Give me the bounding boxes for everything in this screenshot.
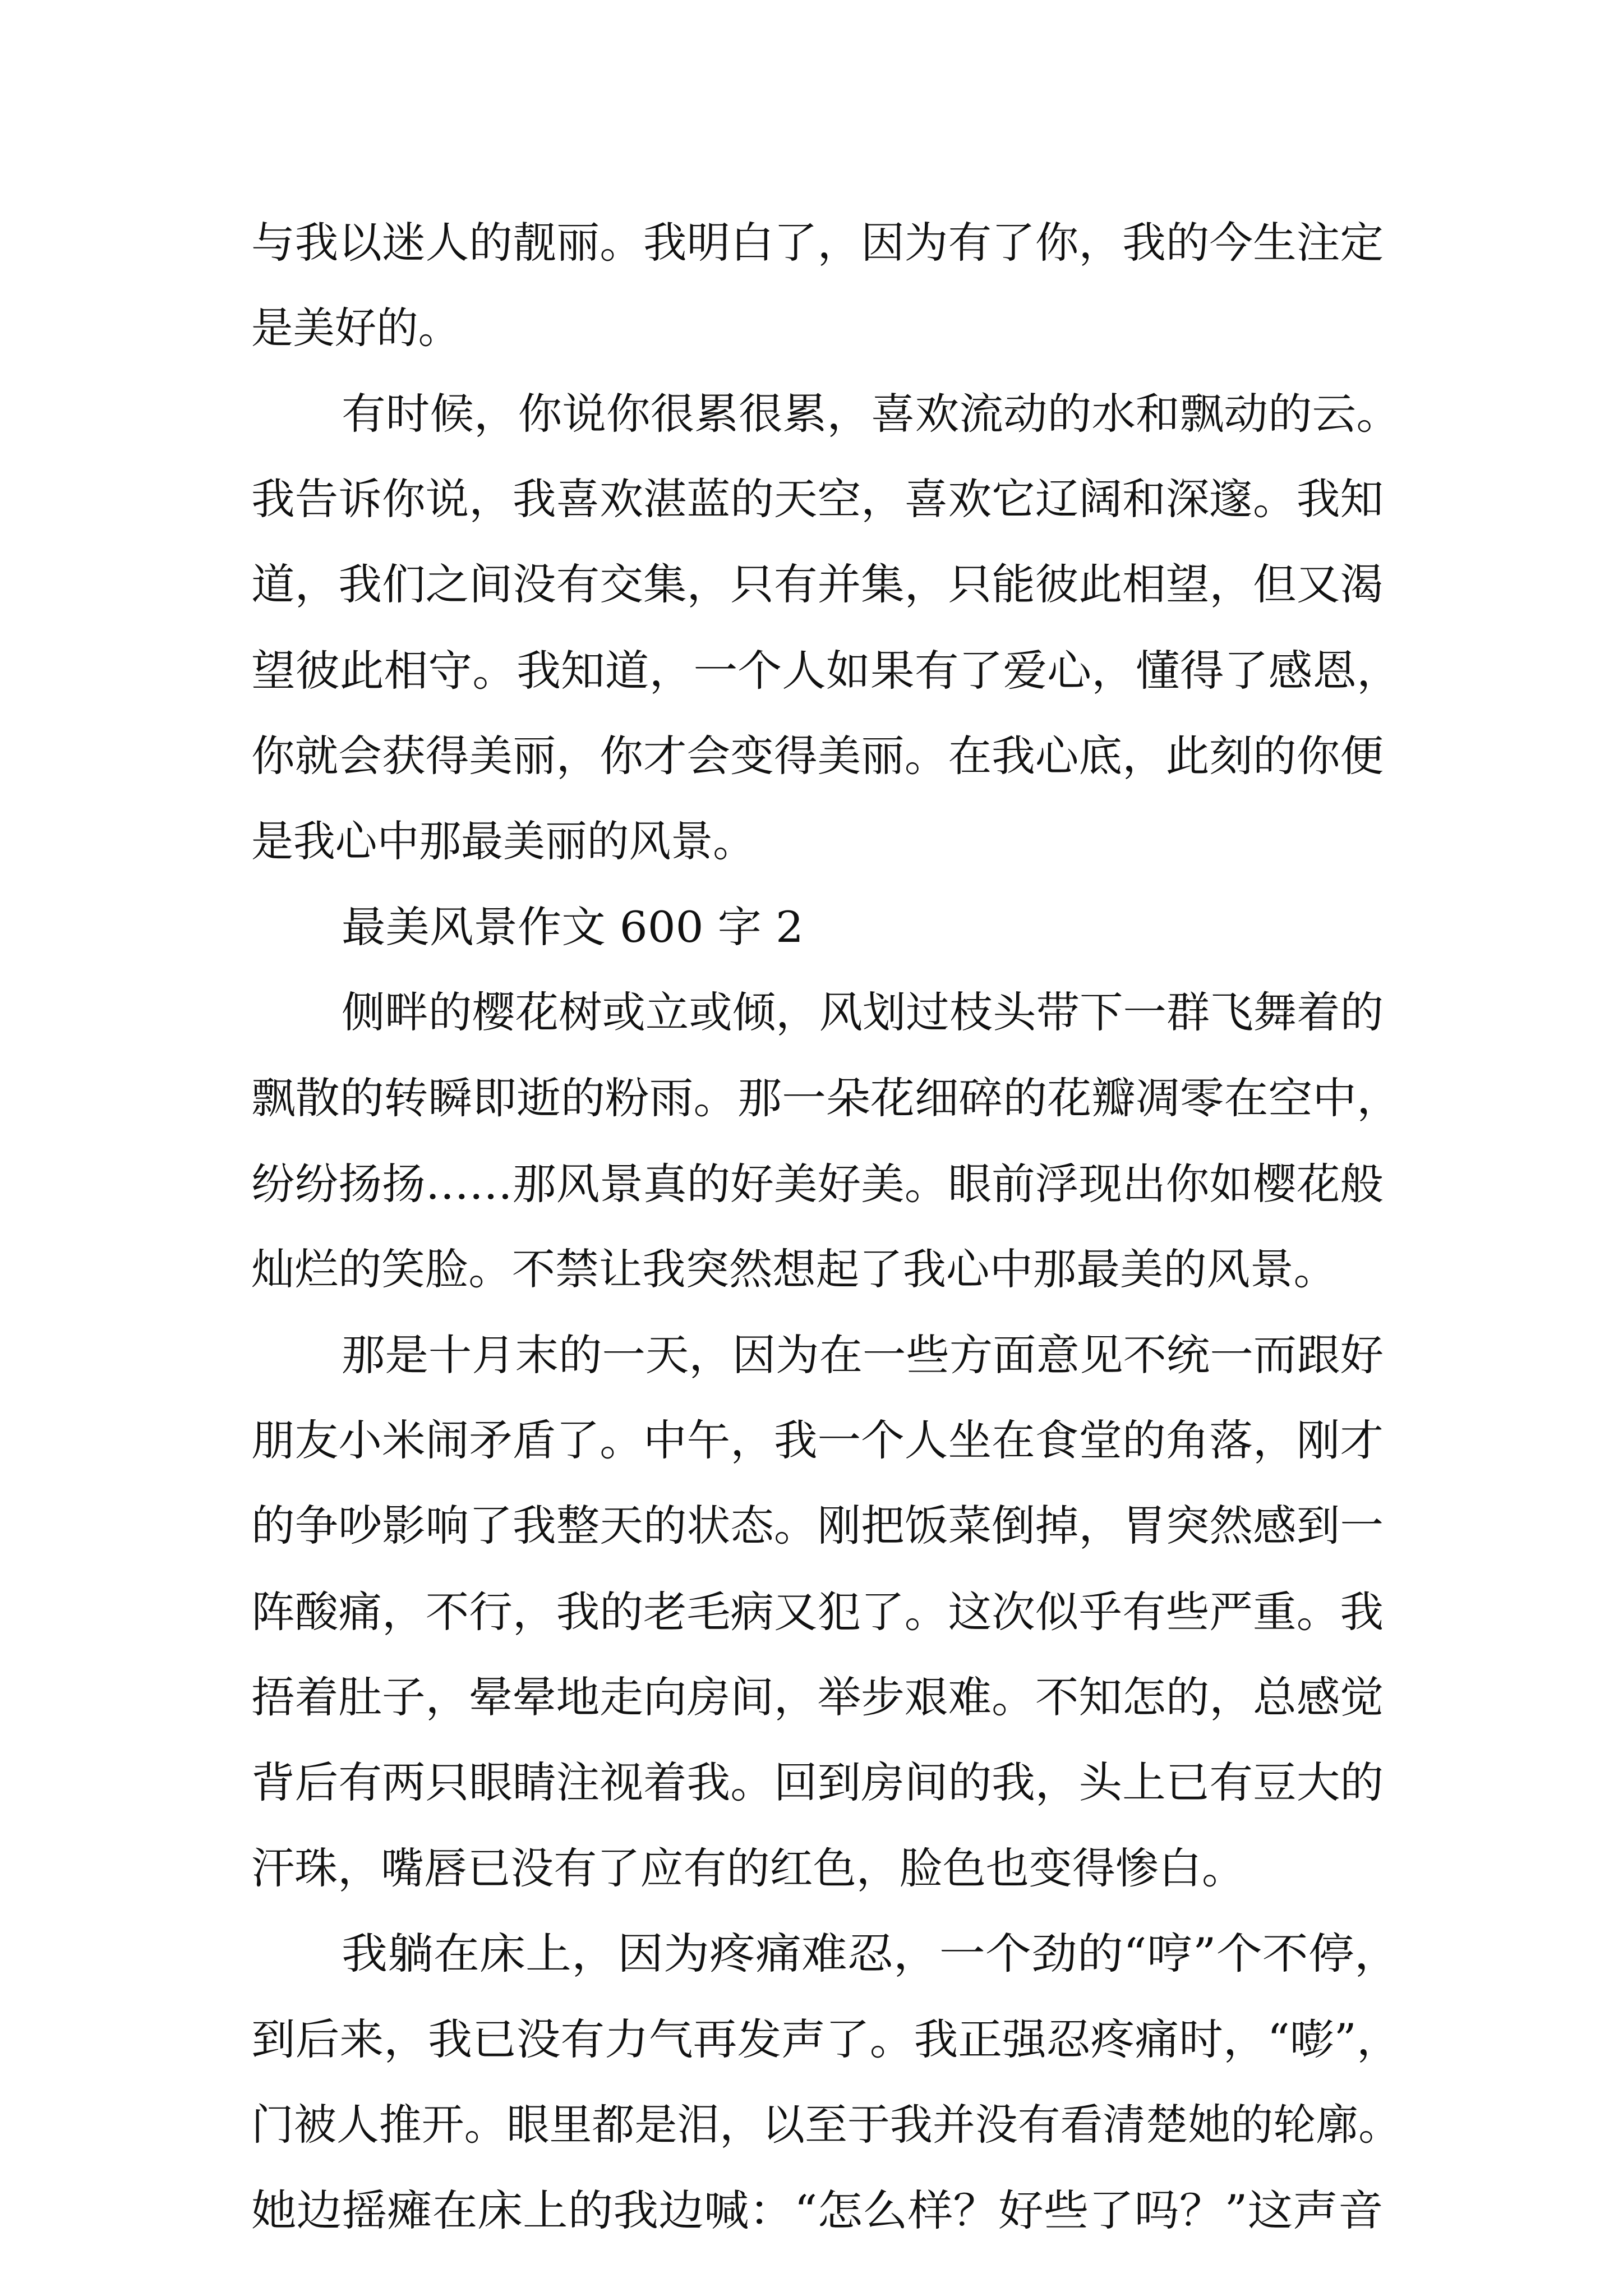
text-line: 背后有两只眼睛注视着我。回到房间的我，头上已有豆大的 <box>251 1757 1384 1807</box>
text-line: 是美好的。 <box>251 303 460 353</box>
text-line: 门被人推开。眼里都是泪，以至于我并没有看清楚她的轮廓。 <box>251 2100 1401 2150</box>
text-line: 的争吵影响了我整天的状态。刚把饭菜倒掉，胃突然感到一 <box>251 1501 1384 1550</box>
text-line: 道，我们之间没有交集，只有并集，只能彼此相望，但又渴 <box>251 559 1384 609</box>
text-line: 那是十月末的一天，因为在一些方面意见不统一而跟好 <box>342 1330 1384 1380</box>
text-line: 我告诉你说，我喜欢湛蓝的天空，喜欢它辽阔和深邃。我知 <box>251 474 1384 524</box>
text-line: 与我以迷人的靓丽。我明白了，因为有了你，我的今生注定 <box>251 218 1384 268</box>
text-line: 侧畔的樱花树或立或倾，风划过枝头带下一群飞舞着的 <box>342 987 1384 1037</box>
text-line: 她边摇瘫在床上的我边喊：“怎么样？好些了吗？”这声音 <box>251 2185 1384 2235</box>
text-line: 纷纷扬扬……那风景真的好美好美。眼前浮现出你如樱花般 <box>251 1159 1384 1209</box>
text-line: 到后来，我已没有力气再发声了。我正强忍疼痛时，“嘭”， <box>251 2014 1401 2064</box>
text-line: 你就会获得美丽，你才会变得美丽。在我心底，此刻的你便 <box>251 731 1384 781</box>
text-line: 汗珠，嘴唇已没有了应有的红色，脸色也变得惨白。 <box>251 1843 1245 1893</box>
text-line: 望彼此相守。我知道，一个人如果有了爱心，懂得了感恩， <box>251 646 1401 696</box>
text-line: 我躺在床上，因为疼痛难忍，一个劲的“哼”个不停， <box>342 1929 1400 1978</box>
text-line: 飘散的转瞬即逝的粉雨。那一朵花细碎的花瓣凋零在空中， <box>251 1073 1401 1123</box>
section-heading: 最美风景作文 600 字 2 <box>342 902 804 952</box>
text-line: 是我心中那最美丽的风景。 <box>251 816 755 866</box>
text-line: 捂着肚子，晕晕地走向房间，举步艰难。不知怎的，总感觉 <box>251 1672 1384 1722</box>
text-line: 朋友小米闹矛盾了。中午，我一个人坐在食堂的角落，刚才 <box>251 1415 1384 1465</box>
text-line: 有时候，你说你很累很累，喜欢流动的水和飘动的云。 <box>342 389 1400 439</box>
text-line: 灿烂的笑脸。不禁让我突然想起了我心中那最美的风景。 <box>251 1244 1337 1294</box>
text-line: 阵酸痛，不行，我的老毛病又犯了。这次似乎有些严重。我 <box>251 1587 1384 1637</box>
